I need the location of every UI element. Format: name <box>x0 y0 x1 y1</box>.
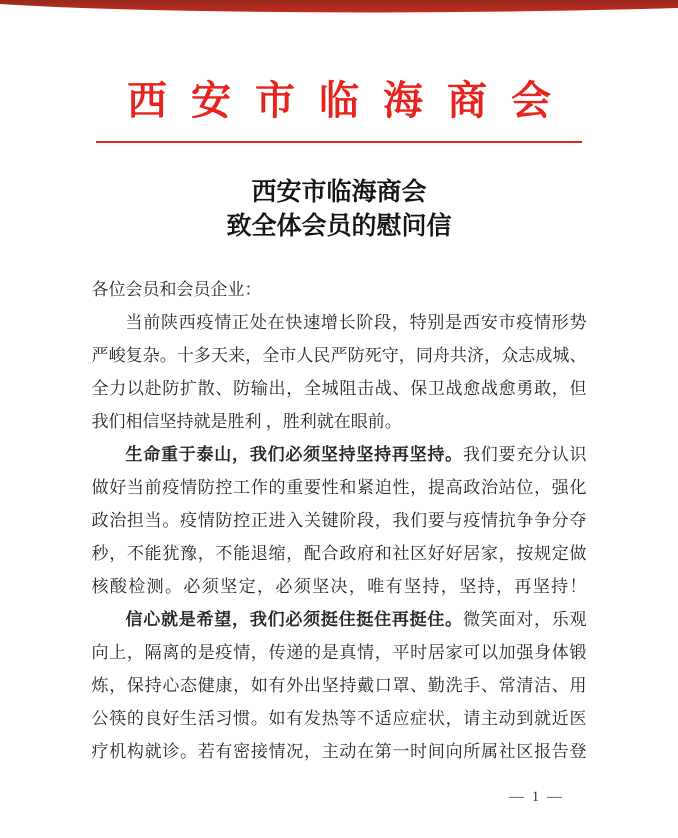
body-text: 秒，不能犹豫，不能退缩，配合政府和社区好好居家，按规定做 <box>91 544 587 563</box>
top-banner-swoosh <box>0 0 678 15</box>
paragraph <box>92 603 587 768</box>
paragraph <box>92 438 587 603</box>
page-number: — 1 — <box>509 789 564 805</box>
body-text: 核酸检测。必须坚定，必须坚决，唯有坚持，坚持，再坚持！ <box>91 577 587 596</box>
body-text: 炼，保持心态健康，如有外出坚持戴口罩、勤洗手、常清洁、用 <box>91 676 587 695</box>
body-text: 全力以赴防扩散、防输出，全城阻击战、保卫战愈战愈勇敢，但 <box>91 379 587 398</box>
document-title <box>0 175 678 243</box>
body-text: 我们相信坚持就是胜利 ，胜利就在眼前。 <box>91 412 402 431</box>
body-line <box>92 570 587 603</box>
body-line <box>92 537 587 570</box>
body-line <box>92 669 587 702</box>
emphasis-text: 信心就是希望，我们必须挺住挺住再挺住。 <box>125 610 463 629</box>
body-line <box>92 372 587 405</box>
body-line <box>92 636 587 669</box>
body-text: 微笑面对，乐观 <box>462 610 587 629</box>
body-line <box>92 339 587 372</box>
title-underline <box>96 141 582 143</box>
body-text: 公筷的良好生活习惯。如有发热等不适应症状，请主动到就近医 <box>91 709 587 728</box>
salutation: 各位会员和会员企业： <box>91 280 262 299</box>
body-line <box>92 735 587 768</box>
body-line <box>92 603 587 636</box>
body-text: 疗机构就诊。若有密接情况，主动在第一时间向所属社区报告登 <box>91 742 587 761</box>
body-text: 当前陕西疫情正处在快速增长阶段，特别是西安市疫情形势 <box>125 313 587 332</box>
body-text: 政治担当。疫情防控正进入关键阶段，我们要与疫情抗争争分夺 <box>91 511 587 530</box>
body-line <box>92 405 587 438</box>
letter-body <box>92 273 587 768</box>
body-text: 向上，隔离的是疫情，传递的是真情，平时居家可以加强身体锻 <box>91 643 587 662</box>
body-line <box>92 306 587 339</box>
document-title-line1: 西安市临海商会 <box>251 178 427 206</box>
organization-title: 西安市临海商会 <box>127 79 575 123</box>
body-text: 我们要充分认识 <box>462 445 587 464</box>
body-text: 做好当前疫情防控工作的重要性和紧迫性，提高政治站位，强化 <box>91 478 587 497</box>
document-title-line2: 致全体会员的慰问信 <box>226 212 452 240</box>
body-line <box>92 471 587 504</box>
emphasis-text: 生命重于泰山，我们必须坚持坚持再坚持。 <box>125 445 463 464</box>
body-line <box>92 702 587 735</box>
body-line <box>92 504 587 537</box>
letter-body-paragraphs <box>92 306 587 768</box>
body-text: 严峻复杂。十多天来，全市人民严防死守，同舟共济，众志成城、 <box>91 346 587 365</box>
body-line <box>92 438 587 471</box>
paragraph <box>92 306 587 438</box>
